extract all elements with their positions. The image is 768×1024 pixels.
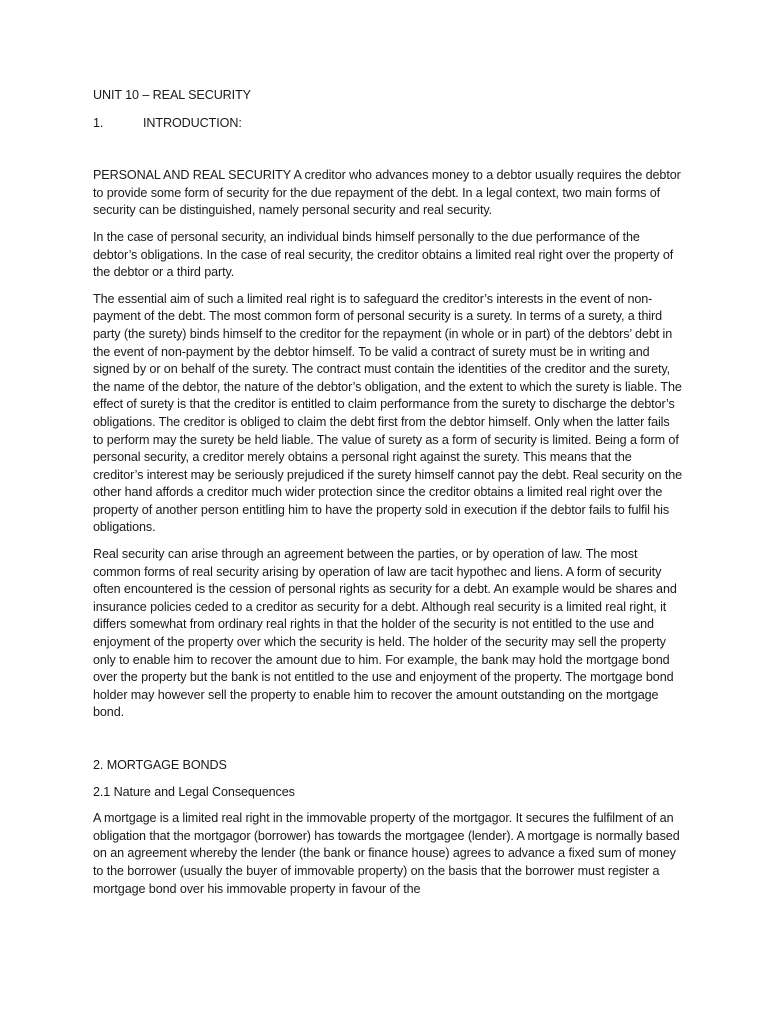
document-body	[93, 87, 683, 907]
paragraph-personal-security: In the case of personal security, an individual binds himself personally to the due performance of the debtor’s obligations. In the case of real security, the creditor obtains a limited real right over the property of the debtor or a third party.	[93, 229, 674, 280]
introduction-heading	[93, 115, 683, 133]
paragraph-personal-and-real-security: PERSONAL AND REAL SECURITY A creditor who advances money to a debtor usually requires the debtor to provide some form of security for the due repayment of the debt. In a legal context, two main forms of security can be distinguished, namely personal security and real security.	[93, 168, 681, 218]
introduction-number: 1.	[93, 115, 104, 130]
paragraph-limited-real-right: The essential aim of such a limited real right is to safeguard the creditor’s interests in the event of non-payment of the debt. The most common form of personal security is a surety. In terms of a surety, a third party (the surety) binds himself to the creditor for the repayment (in whole or in part) of the debtors’ debt in the event of non-payment by the debtor himself. To be valid a contract of surety must be in writing and signed by or on behalf of the surety. The contract must contain the identities of the creditor and the surety, the name of the debtor, the nature of the debtor’s obligation, and the extent to which the surety is liable. The effect of surety is that the creditor is entitled to claim performance from the surety to discharge the debtor’s obligations. The creditor is obliged to claim the debt first from the debtor himself. Only when the latter fails to perform may the surety be held liable. The value of surety as a form of security is limited. Being a form of personal security, a creditor merely obtains a personal right against the surety. This means that the creditor’s interest may be seriously prejudiced if the surety himself cannot pay the debt. Real security on the other hand affords a creditor much wider protection since the creditor obtains a limited real right over the property of another person entitling him to have the property sold in execution if the debtor fails to fulfil his obligations.	[93, 291, 683, 535]
subsection-heading-nature: 2.1 Nature and Legal Consequences	[93, 784, 295, 799]
spacer	[93, 731, 683, 757]
section-heading-mortgage-bonds: 2. MORTGAGE BONDS	[93, 758, 227, 772]
introduction-label: INTRODUCTION:	[143, 115, 242, 130]
paragraph-mortgage-definition: A mortgage is a limited real right in the immovable property of the mortgagor. It secures the fulfilment of an obligation that the mortgagor (borrower) has towards the mortgagee (lender). A mortgage is normally based on an agreement whereby the lender (the bank or finance house) agrees to advance a fixed sum of money to the borrower (usually the buyer of immovable property) on the basis that the borrower must register a mortgage bond over his immovable property in favour of the	[93, 811, 680, 896]
unit-title: UNIT 10 – REAL SECURITY	[93, 88, 251, 102]
paragraph-real-security-arising: Real security can arise through an agreement between the parties, or by operation of law. The most common forms of real security arising by operation of law are tacit hypothec and liens. A form of security often encountered is the cession of personal rights as security for a debt. An example would be shares and insurance policies ceded to a creditor as security for a debt. Although real security is a limited real right, it differs somewhat from ordinary real rights in that the holder of the security is not entitled to the use and enjoyment of the property over which the security is held. The holder of the security may sell the property only to enable him to recover the amount due to him. For example, the bank may hold the mortgage bond over the property but the bank is not entitled to the use and enjoyment of the property. The mortgage bond holder may however sell the property to enable him to recover the amount outstanding on the mortgage bond.	[93, 547, 677, 720]
spacer	[93, 132, 683, 167]
